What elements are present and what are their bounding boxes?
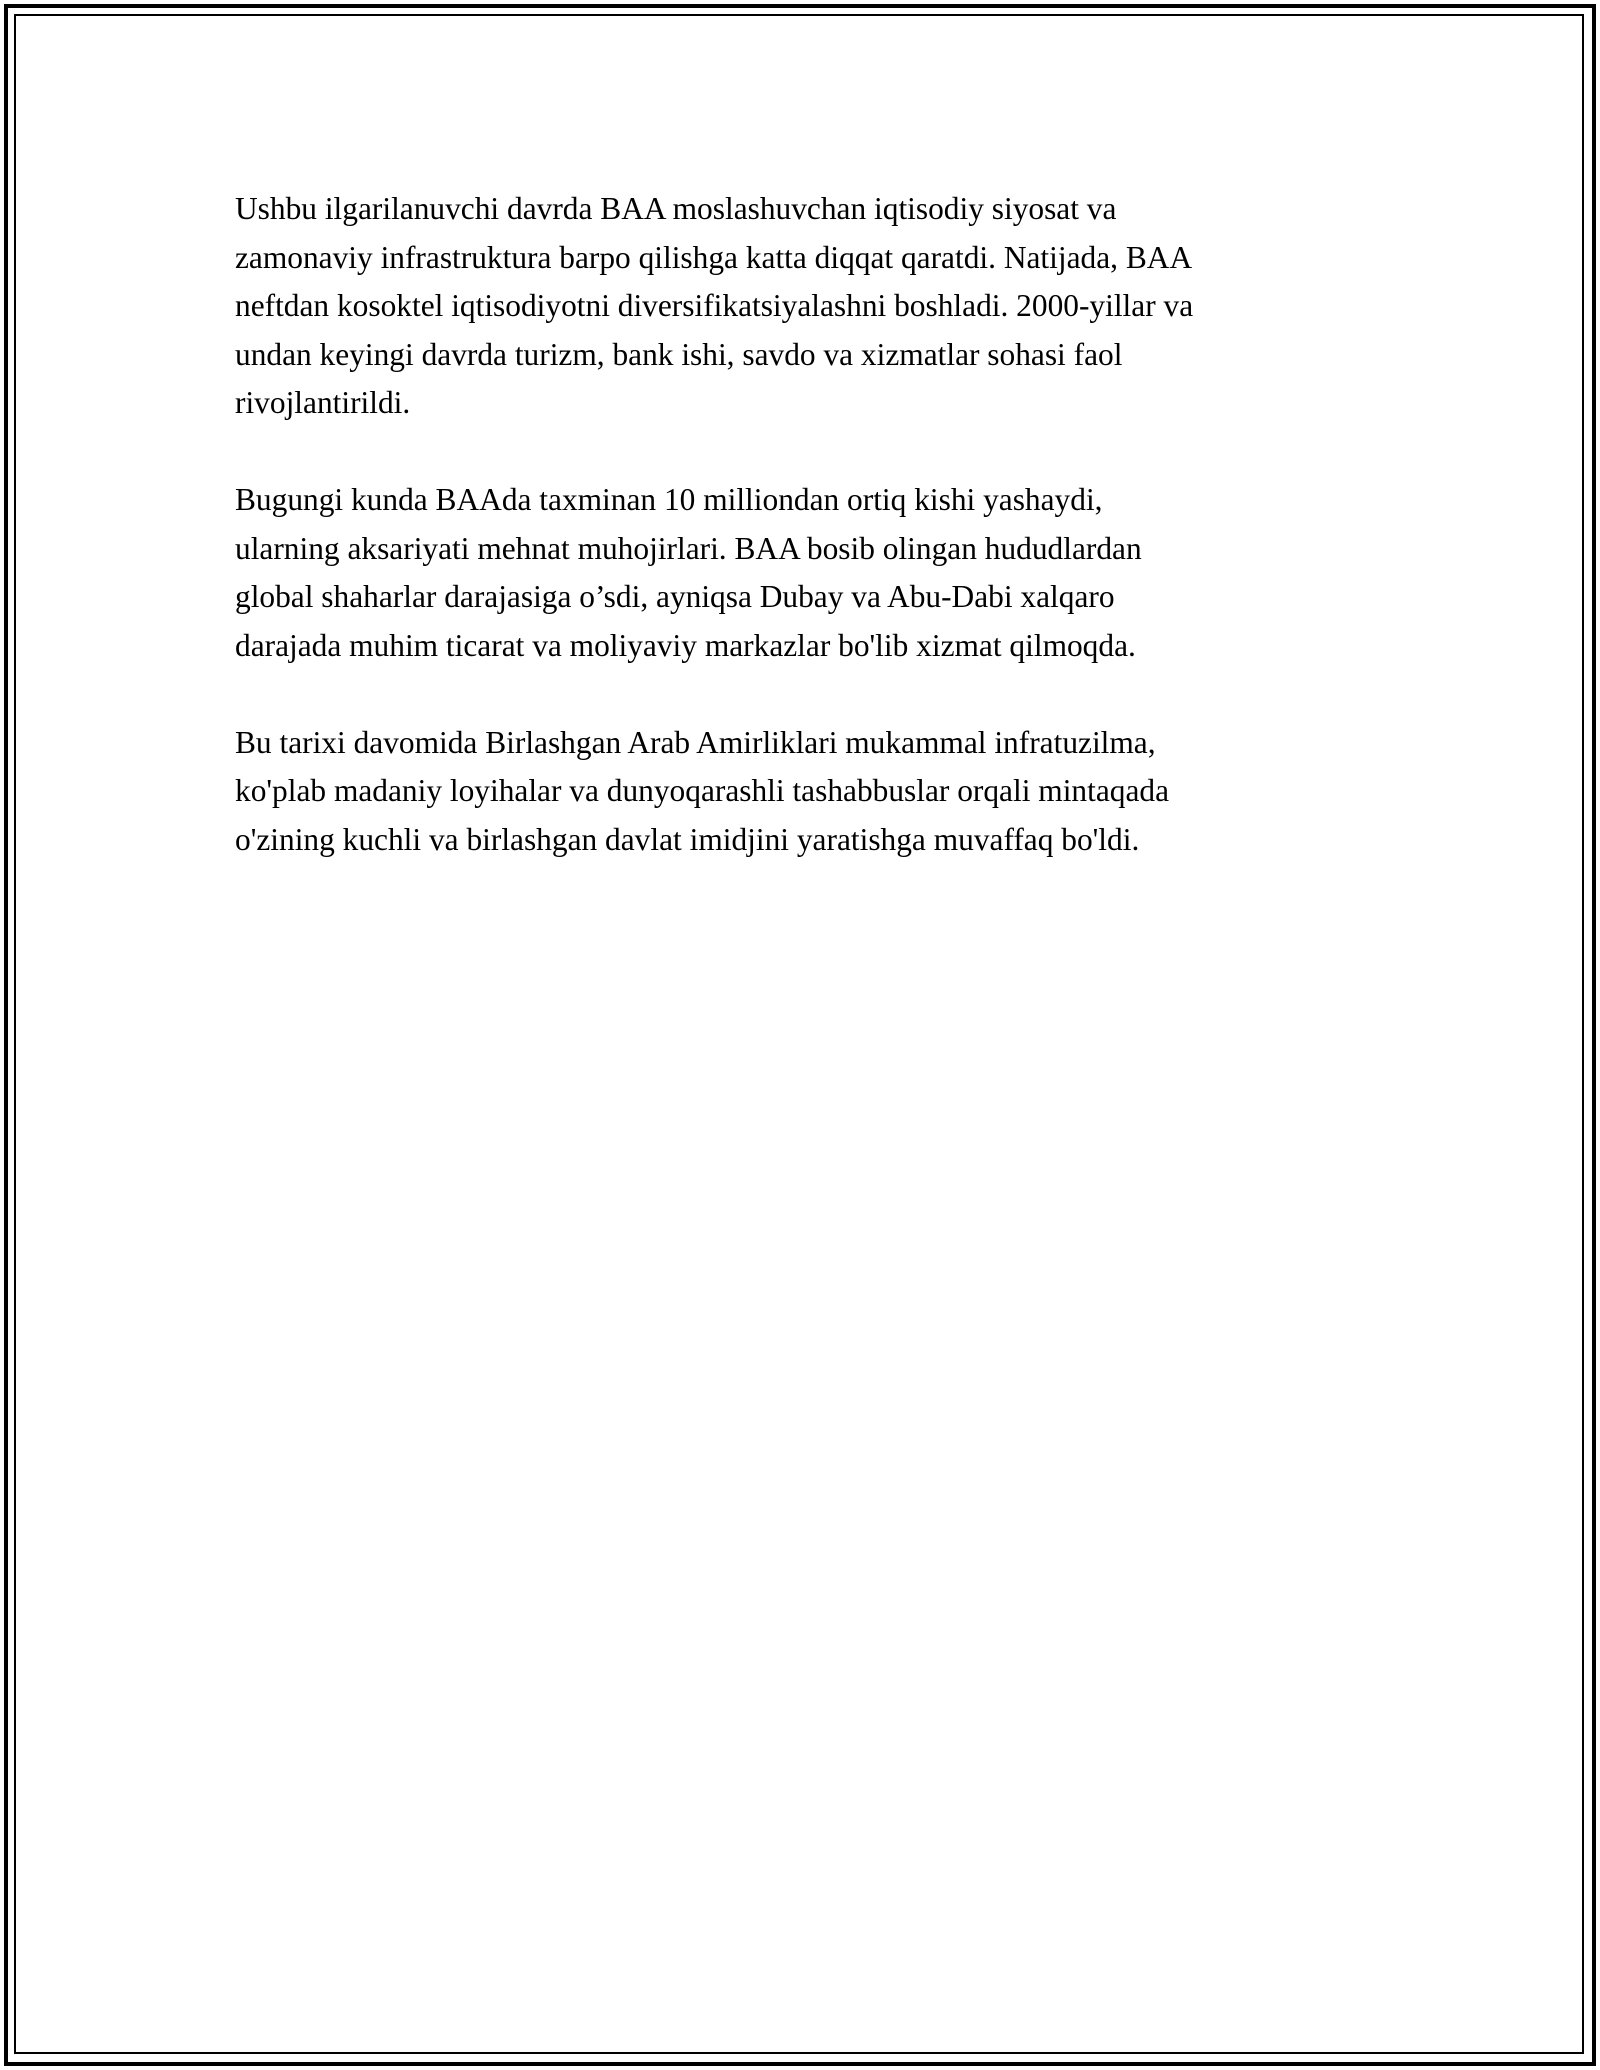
text-line: undan keyingi davrda turizm, bank ishi, savdo va xizmatlar sohasi faol: [235, 336, 1123, 372]
text-line: Bu tarixi davomida Birlashgan Arab Amirliklari mukammal infratuzilma,: [235, 724, 1156, 760]
text-line: ko'plab madaniy loyihalar va dunyoqarashli tashabbuslar orqali mintaqada: [235, 773, 1170, 808]
text-line: zamonaviy infrastruktura barpo qilishga katta diqqat qaratdi. Natijada, BAA: [235, 239, 1193, 275]
text-line: rivojlantirildi.: [235, 385, 411, 420]
text-line: global shaharlar darajasiga o’sdi, ayniqsa Dubay va Abu-Dabi xalqaro: [235, 579, 1115, 614]
document-body: [235, 185, 1375, 913]
text-line: Ushbu ilgarilanuvchi davrda BAA moslashuvchan iqtisodiy siyosat va: [235, 191, 1117, 226]
text-line: neftdan kosoktel iqtisodiyotni diversifikatsiyalashni boshladi. 2000-yillar va: [235, 288, 1194, 323]
text-line: o'zining kuchli va birlashgan davlat imidjini yaratishga muvaffaq bo'ldi.: [235, 821, 1140, 857]
paragraph-3: [235, 719, 1375, 865]
text-line: ularning aksariyati mehnat muhojirlari. BAA bosib olingan hududlardan: [235, 530, 1142, 566]
paragraph-1: [235, 185, 1375, 428]
paragraph-2: [235, 476, 1375, 670]
text-line: Bugungi kunda BAAda taxminan 10 milliondan ortiq kishi yashaydi,: [235, 482, 1103, 517]
text-line: darajada muhim ticarat va moliyaviy markazlar bo'lib xizmat qilmoqda.: [235, 627, 1136, 663]
